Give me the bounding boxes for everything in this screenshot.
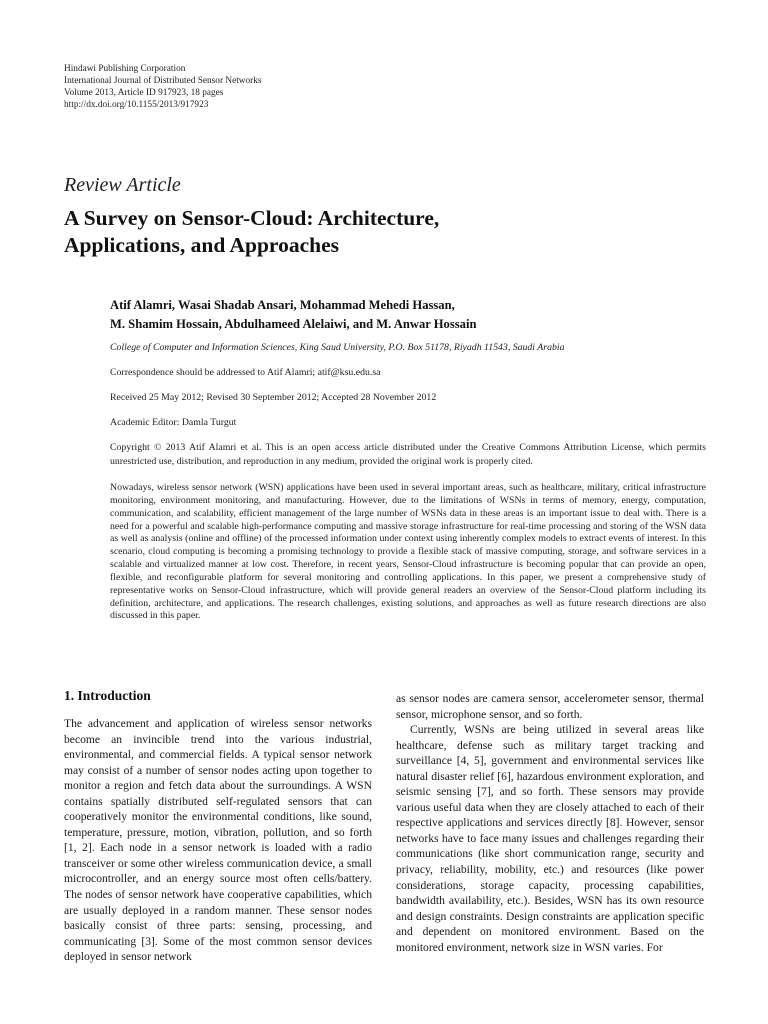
article-type: Review Article xyxy=(64,174,181,196)
intro-paragraph-1: The advancement and application of wireless sensor networks become an invincible trend into the various industrial, environmental, and commercial fields. A typical sensor network may consist of a number of sensor nodes acting upon together to monitor a region and fetch data about the surroundings. A WSN contains spatially distributed self-regulated sensors that can cooperatively monitor the environmental conditions, like sound, temperature, pressure, motion, vibration, pollution, and so forth [1, 2]. Each node in a sensor network is loaded with a radio transceiver or some other wireless communication device, a small microcontroller, and an energy source most often cells/battery. The nodes of sensor network have cooperative capabilities, which are usually deployed in a random manner. These sensor nodes basically consist of three parts: sensing, processing, and communicating [3]. Some of the most common sensor devices deployed in sensor network xyxy=(64,717,372,964)
authors-line-2: M. Shamim Hossain, Abdulhameed Alelaiwi, and M. Anwar Hossain xyxy=(110,317,477,331)
author-list xyxy=(110,296,476,334)
left-column xyxy=(64,716,372,965)
abstract: Nowadays, wireless sensor network (WSN) applications have been used in several important areas, such as healthcare, military, critical infrastructure monitoring, environment monitoring, and manufacturing. However, due to the limitations of WSNs in terms of memory, energy, computation, communication, and scalability, efficient management of the large number of WSNs data in these areas is an important issue to deal with. There is a need for a powerful and scalable high-performance computing and massive storage infrastructure for real-time processing and storing of the WSN data as well as analysis (online and offline) of the processed information under context using inherently complex models to extract events of interest. In this scenario, cloud computing is becoming a promising technology to provide a flexible stack of massive computing, storage, and software services in a scalable and virtualized manner at low cost. Therefore, in recent years, Sensor-Cloud infrastructure is becoming popular that can provide an open, flexible, and reconfigurable platform for several monitoring and controlling applications. In this paper, we present a comprehensive study of representative works on Sensor-Cloud infrastructure, which will provide general readers an overview of the Sensor-Cloud platform including its definition, architecture, and applications. The research challenges, existing solutions, and approaches as well as future research directions are also discussed in this paper. xyxy=(110,482,706,622)
title-line-2: Applications, and Approaches xyxy=(64,233,339,257)
publisher-name: Hindawi Publishing Corporation xyxy=(64,64,186,74)
right-column xyxy=(396,691,704,955)
journal-header xyxy=(64,63,262,111)
received-dates: Received 25 May 2012; Revised 30 September 2012; Accepted 28 November 2012 xyxy=(110,392,437,403)
intro-paragraph-2: Currently, WSNs are being utilized in several areas like healthcare, defense such as military target tracking and surveillance [4, 5], government and environmental services like natural disaster relief [6], hazardous environment exploration, and seismic sensing [7], and so forth. These sensors may provide various useful data when they are closely attached to each of their respective applications and services directly [8]. However, sensor networks have to face many issues and challenges regarding their communications (like short communication range, security and privacy, reliability, mobility, etc.) and resources (like power considerations, storage capacity, processing capabilities, bandwidth availability, etc.). Besides, WSN has its own resource and design constraints. Design constraints are application specific and dependent on monitored environment. Based on the monitored environment, network size in WSN varies. For xyxy=(396,723,704,954)
section-heading-introduction: 1. Introduction xyxy=(64,688,151,703)
doi-link[interactable]: http://dx.doi.org/10.1155/2013/917923 xyxy=(64,100,209,110)
title-line-1: A Survey on Sensor-Cloud: Architecture, xyxy=(64,206,440,230)
journal-name: International Journal of Distributed Sensor Networks xyxy=(64,76,262,86)
copyright-notice: Copyright © 2013 Atif Alamri et al. This is an open access article distributed under the Creative Commons Attribution License, which permits unrestricted use, distribution, and reproduction in any medium, provided the original work is properly cited. xyxy=(110,442,706,467)
volume-info: Volume 2013, Article ID 917923, 18 pages xyxy=(64,88,224,98)
paper-title xyxy=(64,205,704,259)
affiliation: College of Computer and Information Sciences, King Saud University, P.O. Box 51178, Riyadh 11543, Saudi Arabia xyxy=(110,342,565,353)
academic-editor: Academic Editor: Damla Turgut xyxy=(110,417,237,428)
correspondence: Correspondence should be addressed to Atif Alamri; atif@ksu.edu.sa xyxy=(110,367,381,378)
intro-paragraph-1-continued: as sensor nodes are camera sensor, accelerometer sensor, thermal sensor, microphone sensor, and so forth. xyxy=(396,692,704,721)
authors-line-1: Atif Alamri, Wasai Shadab Ansari, Mohammad Mehedi Hassan, xyxy=(110,298,455,312)
